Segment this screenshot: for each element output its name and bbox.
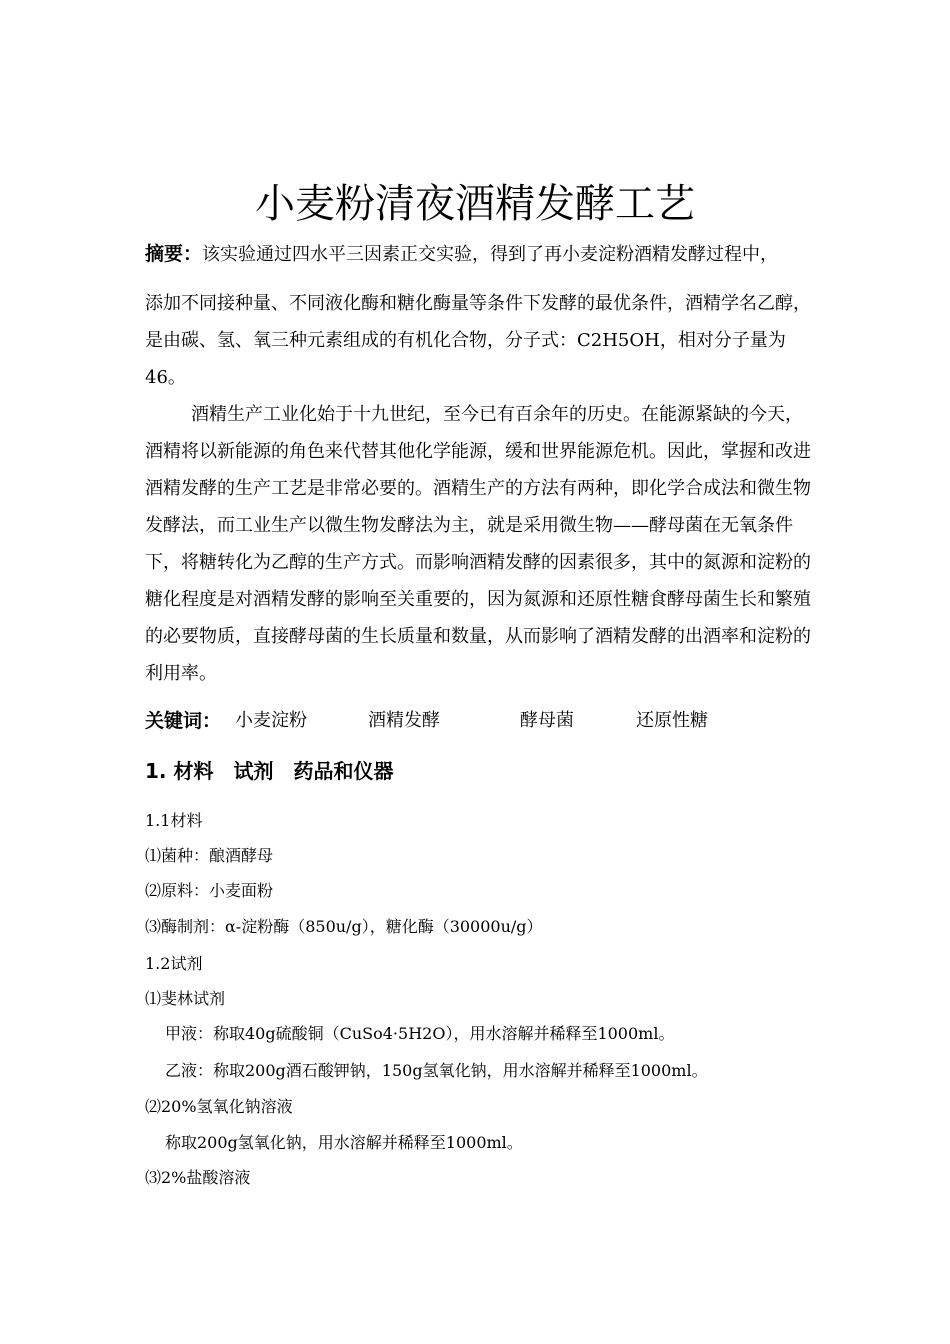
list-item: ⑶酶制剂：α-淀粉酶（850u/g），糖化酶（30000u/g） — [145, 917, 543, 936]
list-item: ⑵20%氢氧化钠溶液 — [145, 1097, 293, 1116]
list-item: ⑴斐林试剂 — [145, 989, 226, 1008]
section-heading: 1. 材料 试剂 药品和仪器 — [145, 759, 394, 783]
keyword-item: 酒精发酵 — [368, 710, 440, 731]
keyword-item: 小麦淀粉 — [235, 710, 307, 731]
list-item: ⑴菌种：酿酒酵母 — [145, 846, 274, 865]
list-item: 乙液：称取200g酒石酸钾钠，150g氢氧化钠，用水溶解并稀释至1000ml。 — [165, 1061, 708, 1080]
keywords-label: 关键词： — [145, 710, 222, 732]
subsection-heading: 1.2试剂 — [145, 954, 203, 973]
abstract-first-line — [145, 236, 815, 273]
list-item: 甲液：称取40g硫酸铜（CuSo4·5H2O），用水溶解并稀释至1000ml。 — [165, 1024, 675, 1043]
list-item: ⑵原料：小麦面粉 — [145, 881, 274, 900]
list-item: ⑶2%盐酸溶液 — [145, 1168, 251, 1187]
keyword-item: 酵母菌 — [520, 710, 574, 731]
abstract-paragraph-2: 酒精生产工业化始于十九世纪，至今已有百余年的历史。在能源紧缺的今天，酒精将以新能源的角色来代替其他化学能源，缓和世界能源危机。因此，掌握和改进酒精发酵的生产工艺是非常必要的。酒精生产的方法有两种，即化学合成法和微生物发酵法，而工业生产以微生物发酵法为主，就是采用微生物——酵母菌在无氧条件下，将糖转化为乙醇的生产方式。而影响酒精发酵的因素很多，其中的氮源和淀粉的糖化程度是对酒精发酵的影响至关重要的，因为氮源和还原性糖食酵母菌生长和繁殖的必要物质，直接酵母菌的生长质量和数量，从而影响了酒精发酵的出酒率和淀粉的利用率。 — [145, 404, 811, 684]
list-item: 称取200g氢氧化钠，用水溶解并稀释至1000ml。 — [165, 1133, 523, 1152]
abstract-text-rest: 添加不同接种量、不同液化酶和糖化酶量等条件下发酵的最优条件，酒精学名乙醇，是由碳、氢、氧三种元素组成的有机化合物，分子式：C2H5OH，相对分子量为46。 — [145, 293, 811, 388]
abstract-label: 摘要： — [145, 243, 203, 265]
document-title: 小麦粉清夜酒精发酵工艺 — [255, 181, 695, 227]
abstract-text-first: 该实验通过四水平三因素正交实验，得到了再小麦淀粉酒精发酵过程中， — [202, 244, 779, 265]
keywords-row — [145, 703, 815, 739]
keyword-item: 还原性糖 — [636, 710, 708, 731]
subsection-heading: 1.1材料 — [145, 811, 203, 830]
